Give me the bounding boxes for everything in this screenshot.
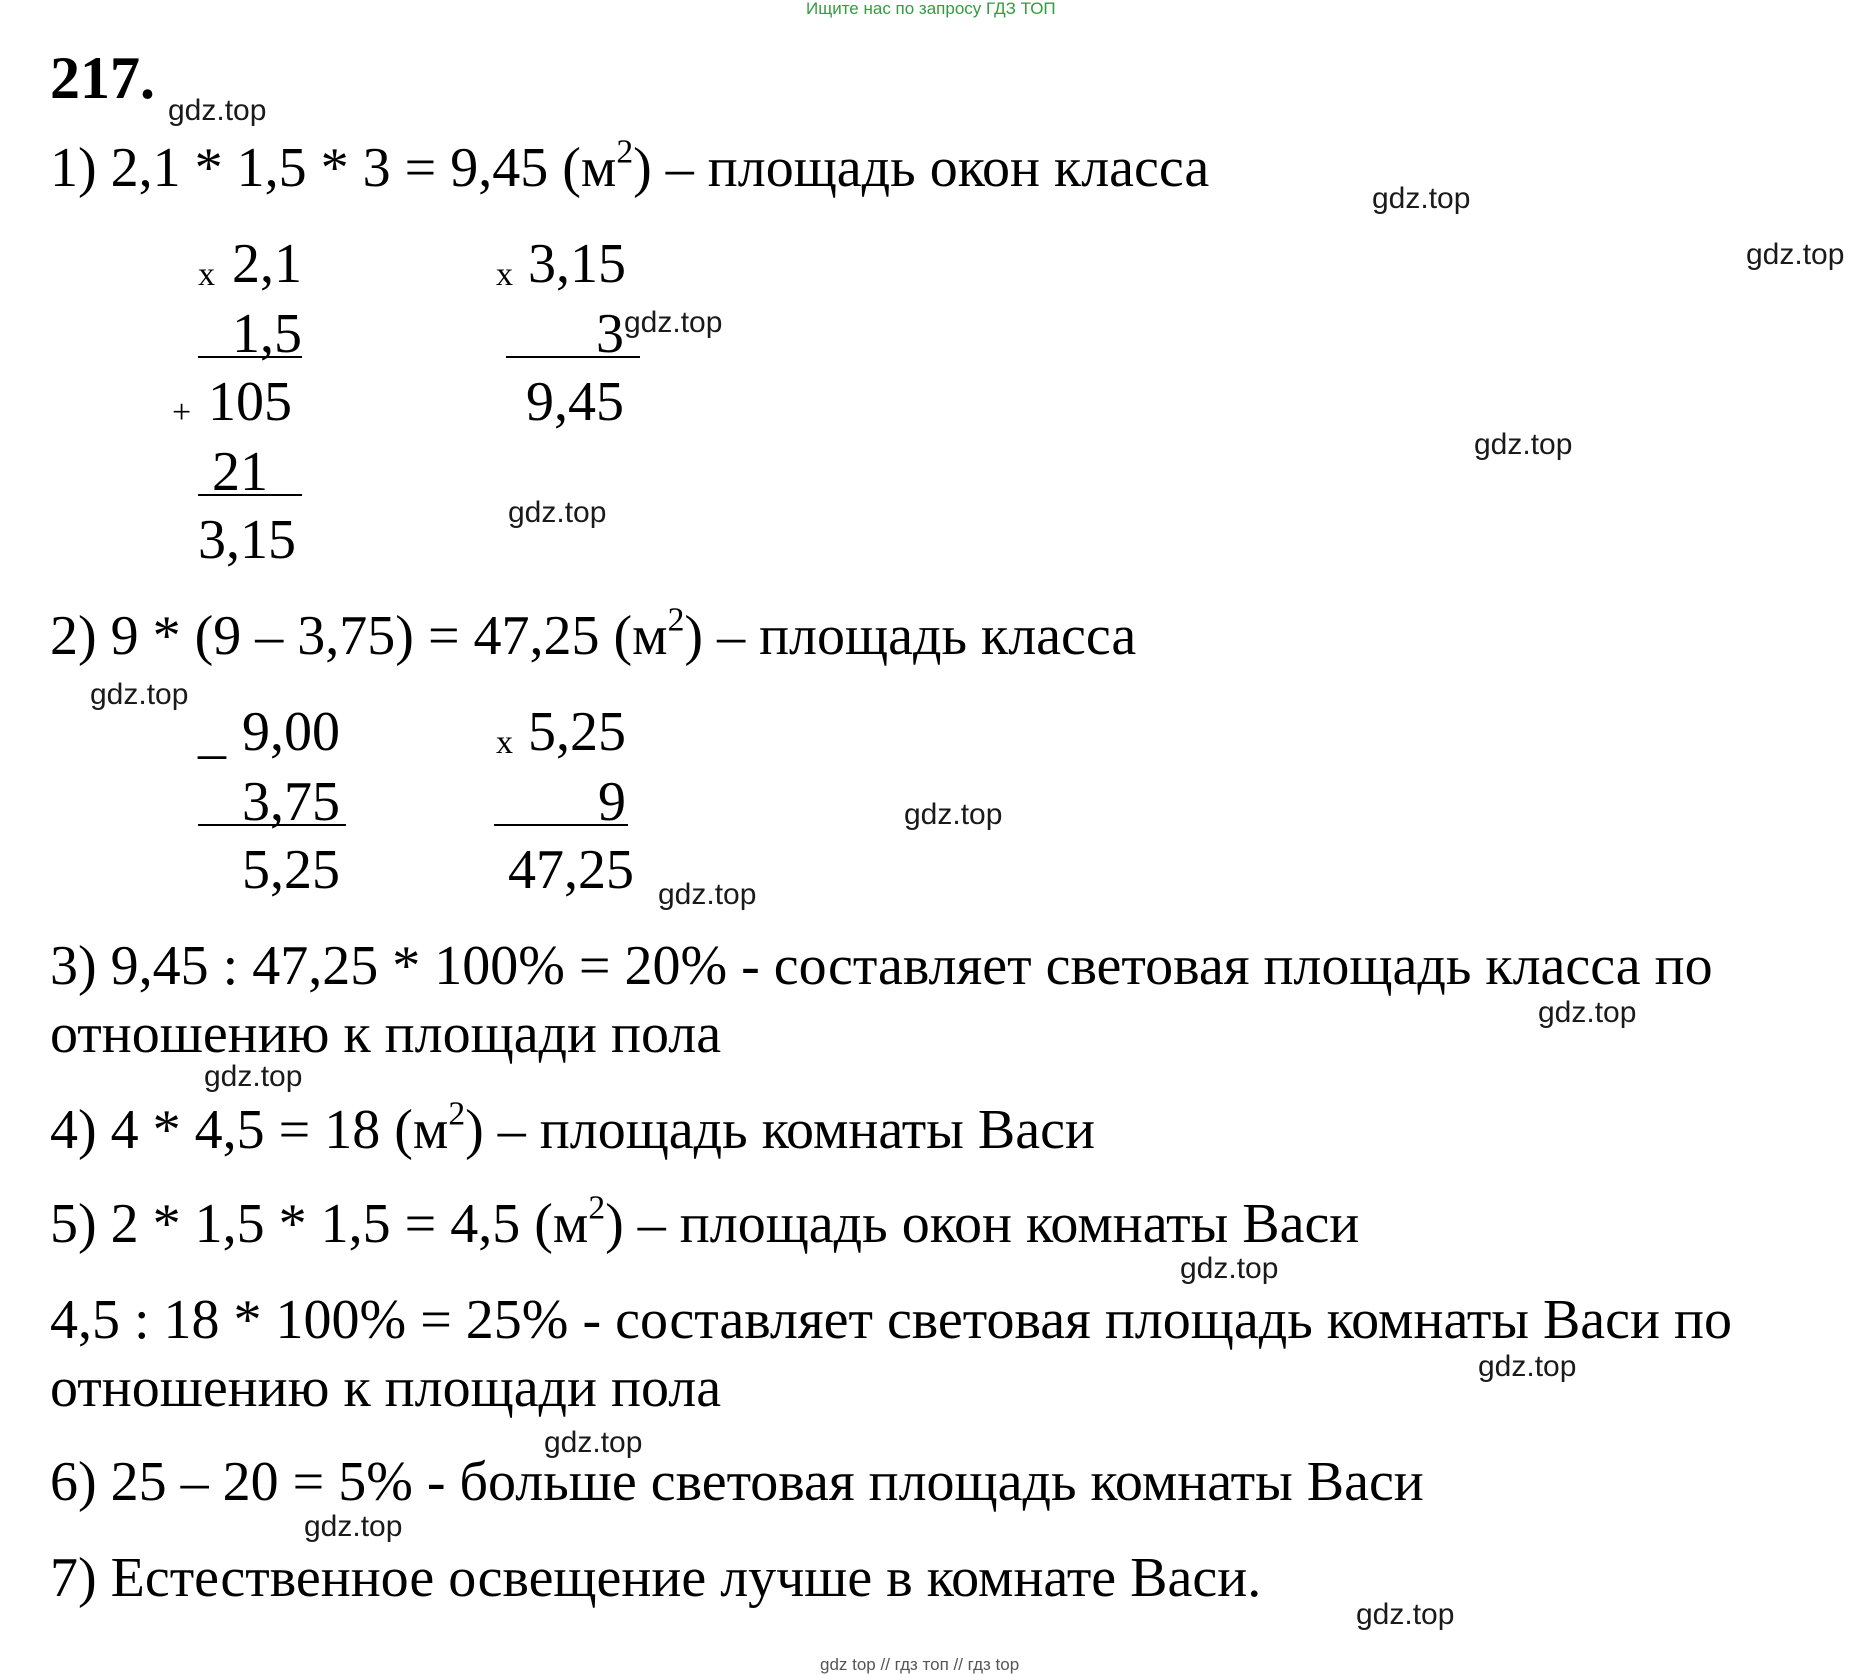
watermark: gdz.top xyxy=(1474,428,1573,461)
watermark: gdz.top xyxy=(904,798,1003,831)
step-5: 5) 2 * 1,5 * 1,5 = 4,5 $(м^2)$ – площадь окон комнаты Васи xyxy=(50,1189,1360,1255)
multiply-sign: x xyxy=(496,256,513,293)
watermark: gdz.top xyxy=(624,306,723,339)
watermark: gdz.top xyxy=(1372,182,1471,215)
watermark: gdz.top xyxy=(544,1426,643,1459)
step-3-line-1: 3) 9,45 : 47,25 * 100% = 20% - составляет световая площадь класса по xyxy=(50,935,1713,997)
factor-b: 3 xyxy=(596,303,624,365)
step-5-ratio-line-2: отношению к площади пола xyxy=(50,1357,722,1419)
watermark: gdz.top xyxy=(508,496,607,529)
watermark: gdz.top xyxy=(1356,1598,1455,1631)
subtrahend: 3,75 xyxy=(242,771,340,833)
minuend: 9,00 xyxy=(242,701,340,763)
watermark: gdz.top xyxy=(304,1510,403,1543)
multiply-sign: x xyxy=(198,256,215,293)
minus-sign: _ xyxy=(198,703,226,765)
step-2: 2) 9 * (9 – 3,75) = 47,25 $(м^2)$ – площадь класса xyxy=(50,601,1137,667)
underline xyxy=(494,824,628,826)
factor-a: 3,15 xyxy=(528,233,626,295)
step-7: 7) Естественное освещение лучше в комнате Васи. xyxy=(50,1547,1262,1609)
watermark: gdz.top xyxy=(90,678,189,711)
watermark: gdz.top xyxy=(1538,996,1637,1029)
underline xyxy=(198,356,302,358)
step-1: 1) 2,1 * 1,5 * 3 = 9,45 $(м^2)$ – площадь окон класса xyxy=(50,133,1210,199)
footer-banner: gdz top // гдз топ // гдз top xyxy=(820,1655,1020,1674)
watermark: gdz.top xyxy=(1478,1350,1577,1383)
header-banner: Ищите нас по запросу ГДЗ ТОП xyxy=(806,0,1056,18)
factor-b: 9 xyxy=(598,771,626,833)
step-4: 4) 4 * 4,5 = 18 $(м^2)$ – площадь комнаты Васи xyxy=(50,1095,1095,1161)
watermark: gdz.top xyxy=(168,94,267,127)
underline xyxy=(506,356,640,358)
problem-number: 217. xyxy=(50,45,155,111)
step-5-ratio-line-1: 4,5 : 18 * 100% = 25% - составляет световая площадь комнаты Васи по xyxy=(50,1289,1732,1351)
factor-b: 1,5 xyxy=(232,303,302,365)
watermark: gdz.top xyxy=(204,1060,303,1093)
watermark: gdz.top xyxy=(1746,238,1845,271)
factor-a: 2,1 xyxy=(232,233,302,295)
partial-product-2: 21 xyxy=(212,441,268,503)
underline xyxy=(198,494,302,496)
watermark: gdz.top xyxy=(1180,1252,1279,1285)
step-6: 6) 25 – 20 = 5% - больше световая площадь комнаты Васи xyxy=(50,1451,1424,1513)
multiply-sign: x xyxy=(496,724,513,761)
underline xyxy=(198,824,346,826)
product: 3,15 xyxy=(198,509,296,571)
factor-a: 5,25 xyxy=(528,701,626,763)
partial-product-1: 105 xyxy=(208,371,292,433)
product: 9,45 xyxy=(526,371,624,433)
step-3-line-2: отношению к площади пола xyxy=(50,1003,722,1065)
product: 47,25 xyxy=(508,839,634,901)
plus-sign: + xyxy=(172,394,192,431)
watermark: gdz.top xyxy=(658,878,757,911)
difference: 5,25 xyxy=(242,839,340,901)
